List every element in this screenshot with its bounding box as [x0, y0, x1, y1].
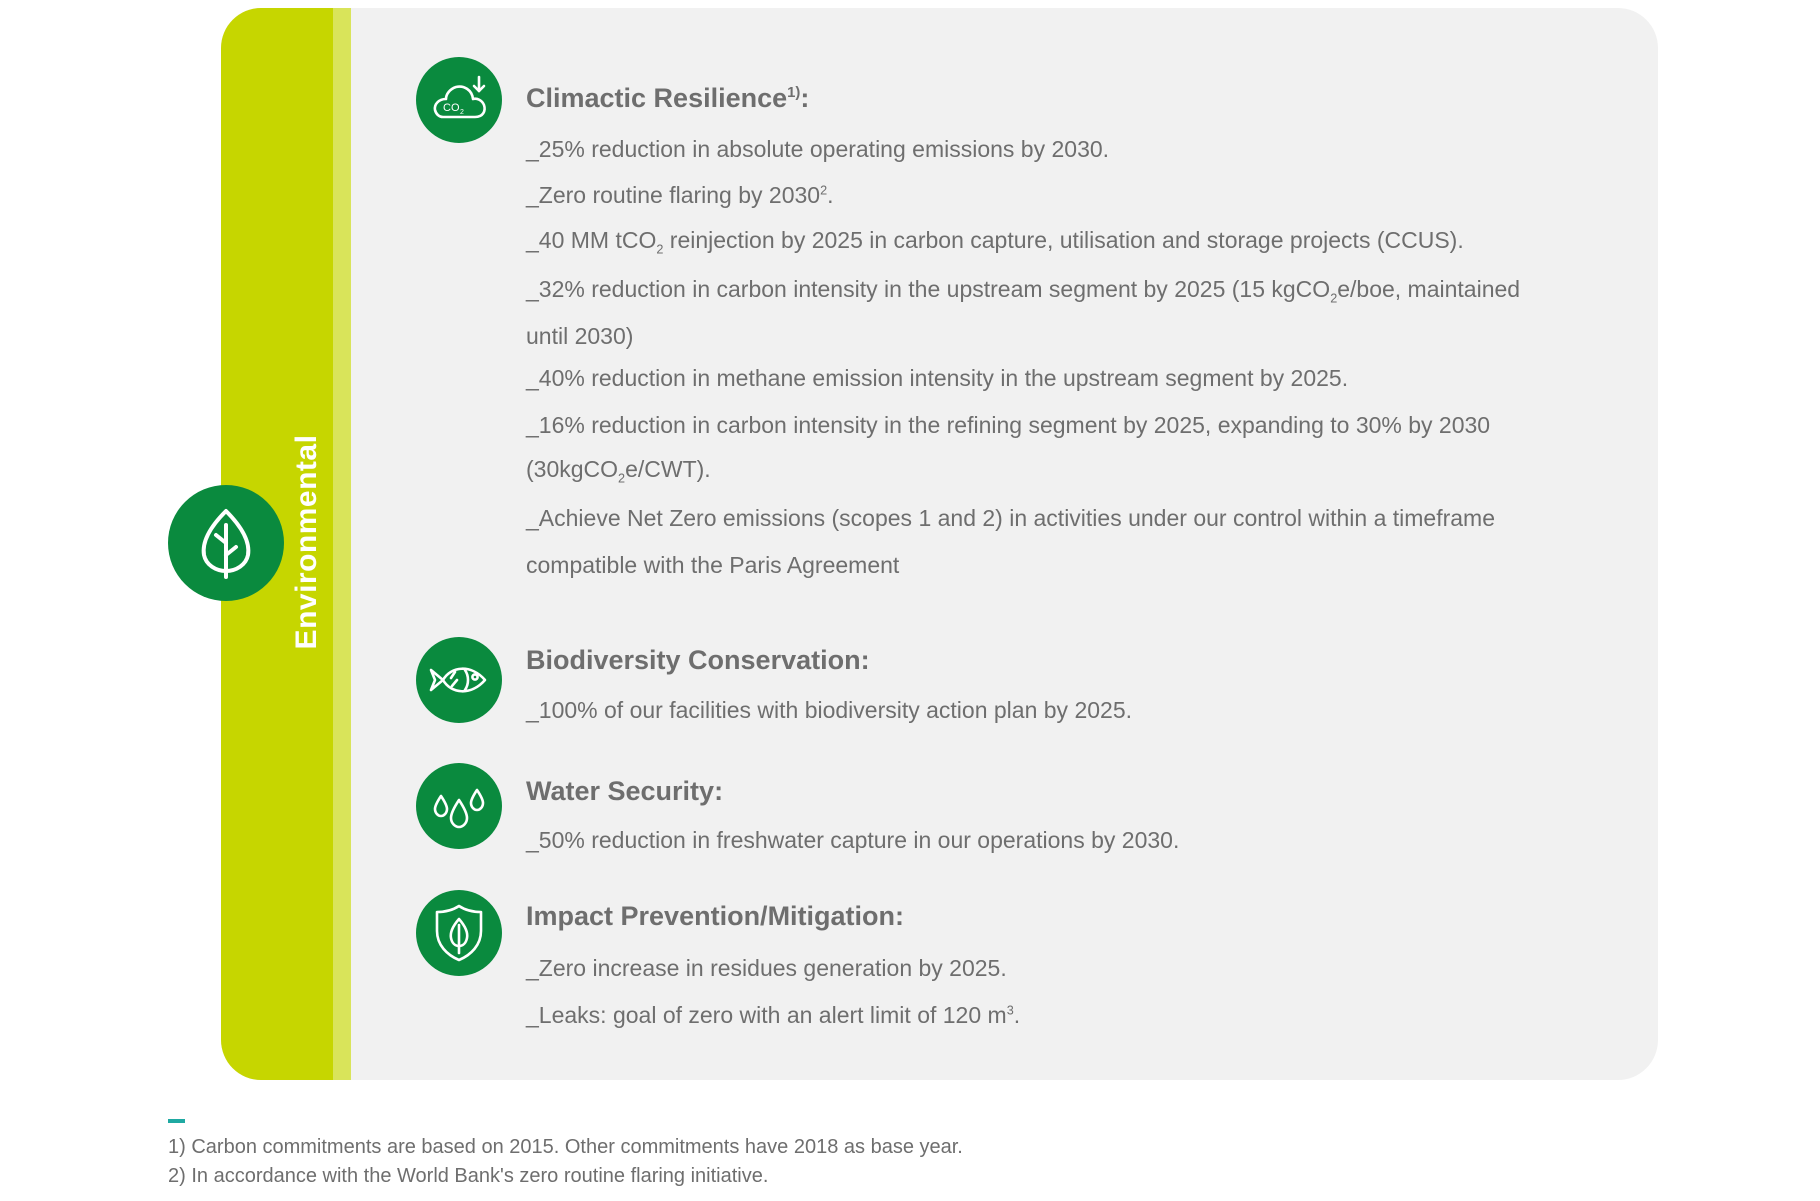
water-item-1: _50% reduction in freshwater capture in our operations by 2030. — [526, 827, 1180, 853]
category-label: Environmental — [290, 434, 323, 650]
shield-leaf-icon — [416, 890, 502, 976]
climactic-item-1: _25% reduction in absolute operating emissions by 2030. — [526, 136, 1110, 162]
footnote-divider — [168, 1119, 185, 1123]
section-title-impact: Impact Prevention/Mitigation: — [526, 901, 905, 931]
climactic-item-4-cont: until 2030) — [526, 323, 634, 349]
climactic-item-7: _Achieve Net Zero emissions (scopes 1 and 2) in activities under our control within a timeframe — [526, 505, 1495, 531]
section-title-water: Water Security: — [526, 776, 724, 806]
climactic-item-2: _Zero routine flaring by 2030$^2$. — [526, 182, 834, 208]
section-title-climactic: Climactic Resilience$^{1)}$: — [526, 83, 810, 113]
svg-text:CO: CO — [443, 102, 460, 114]
climactic-item-3: _40 MM tCO$_2$ reinjection by 2025 in carbon capture, utilisation and storage projects (CCUS). — [526, 227, 1464, 257]
impact-item-2: _Leaks: goal of zero with an alert limit of 120 $m^3$. — [526, 1002, 1021, 1028]
category-band-edge — [333, 8, 351, 1080]
climactic-item-7-cont: compatible with the Paris Agreement — [526, 552, 900, 578]
biodiversity-item-1: _100% of our facilities with biodiversity action plan by 2025. — [526, 697, 1133, 723]
co2-cloud-icon — [416, 57, 502, 143]
section-title-biodiversity: Biodiversity Conservation: — [526, 645, 870, 675]
svg-text:2: 2 — [460, 109, 464, 116]
climactic-item-6-cont: (30kgCO$_2$e/CWT). — [526, 456, 711, 486]
water-drops-icon — [416, 763, 502, 849]
footnote-1: 1) Carbon commitments are based on 2015. Other commitments have 2018 as base year. — [168, 1136, 963, 1158]
climactic-item-5: _40% reduction in methane emission intensity in the upstream segment by 2025. — [526, 365, 1349, 391]
impact-item-1: _Zero increase in residues generation by 2025. — [526, 955, 1007, 981]
footnote-2: 2) In accordance with the World Bank's zero routine flaring initiative. — [168, 1165, 769, 1187]
climactic-item-4: _32% reduction in carbon intensity in the upstream segment by 2025 (15 kgCO$_2$e/boe, maintained — [526, 276, 1521, 306]
climactic-item-6: _16% reduction in carbon intensity in the refining segment by 2025, expanding to 30% by 2030 — [526, 412, 1491, 438]
leaf-icon — [168, 485, 284, 601]
fish-icon — [416, 637, 502, 723]
